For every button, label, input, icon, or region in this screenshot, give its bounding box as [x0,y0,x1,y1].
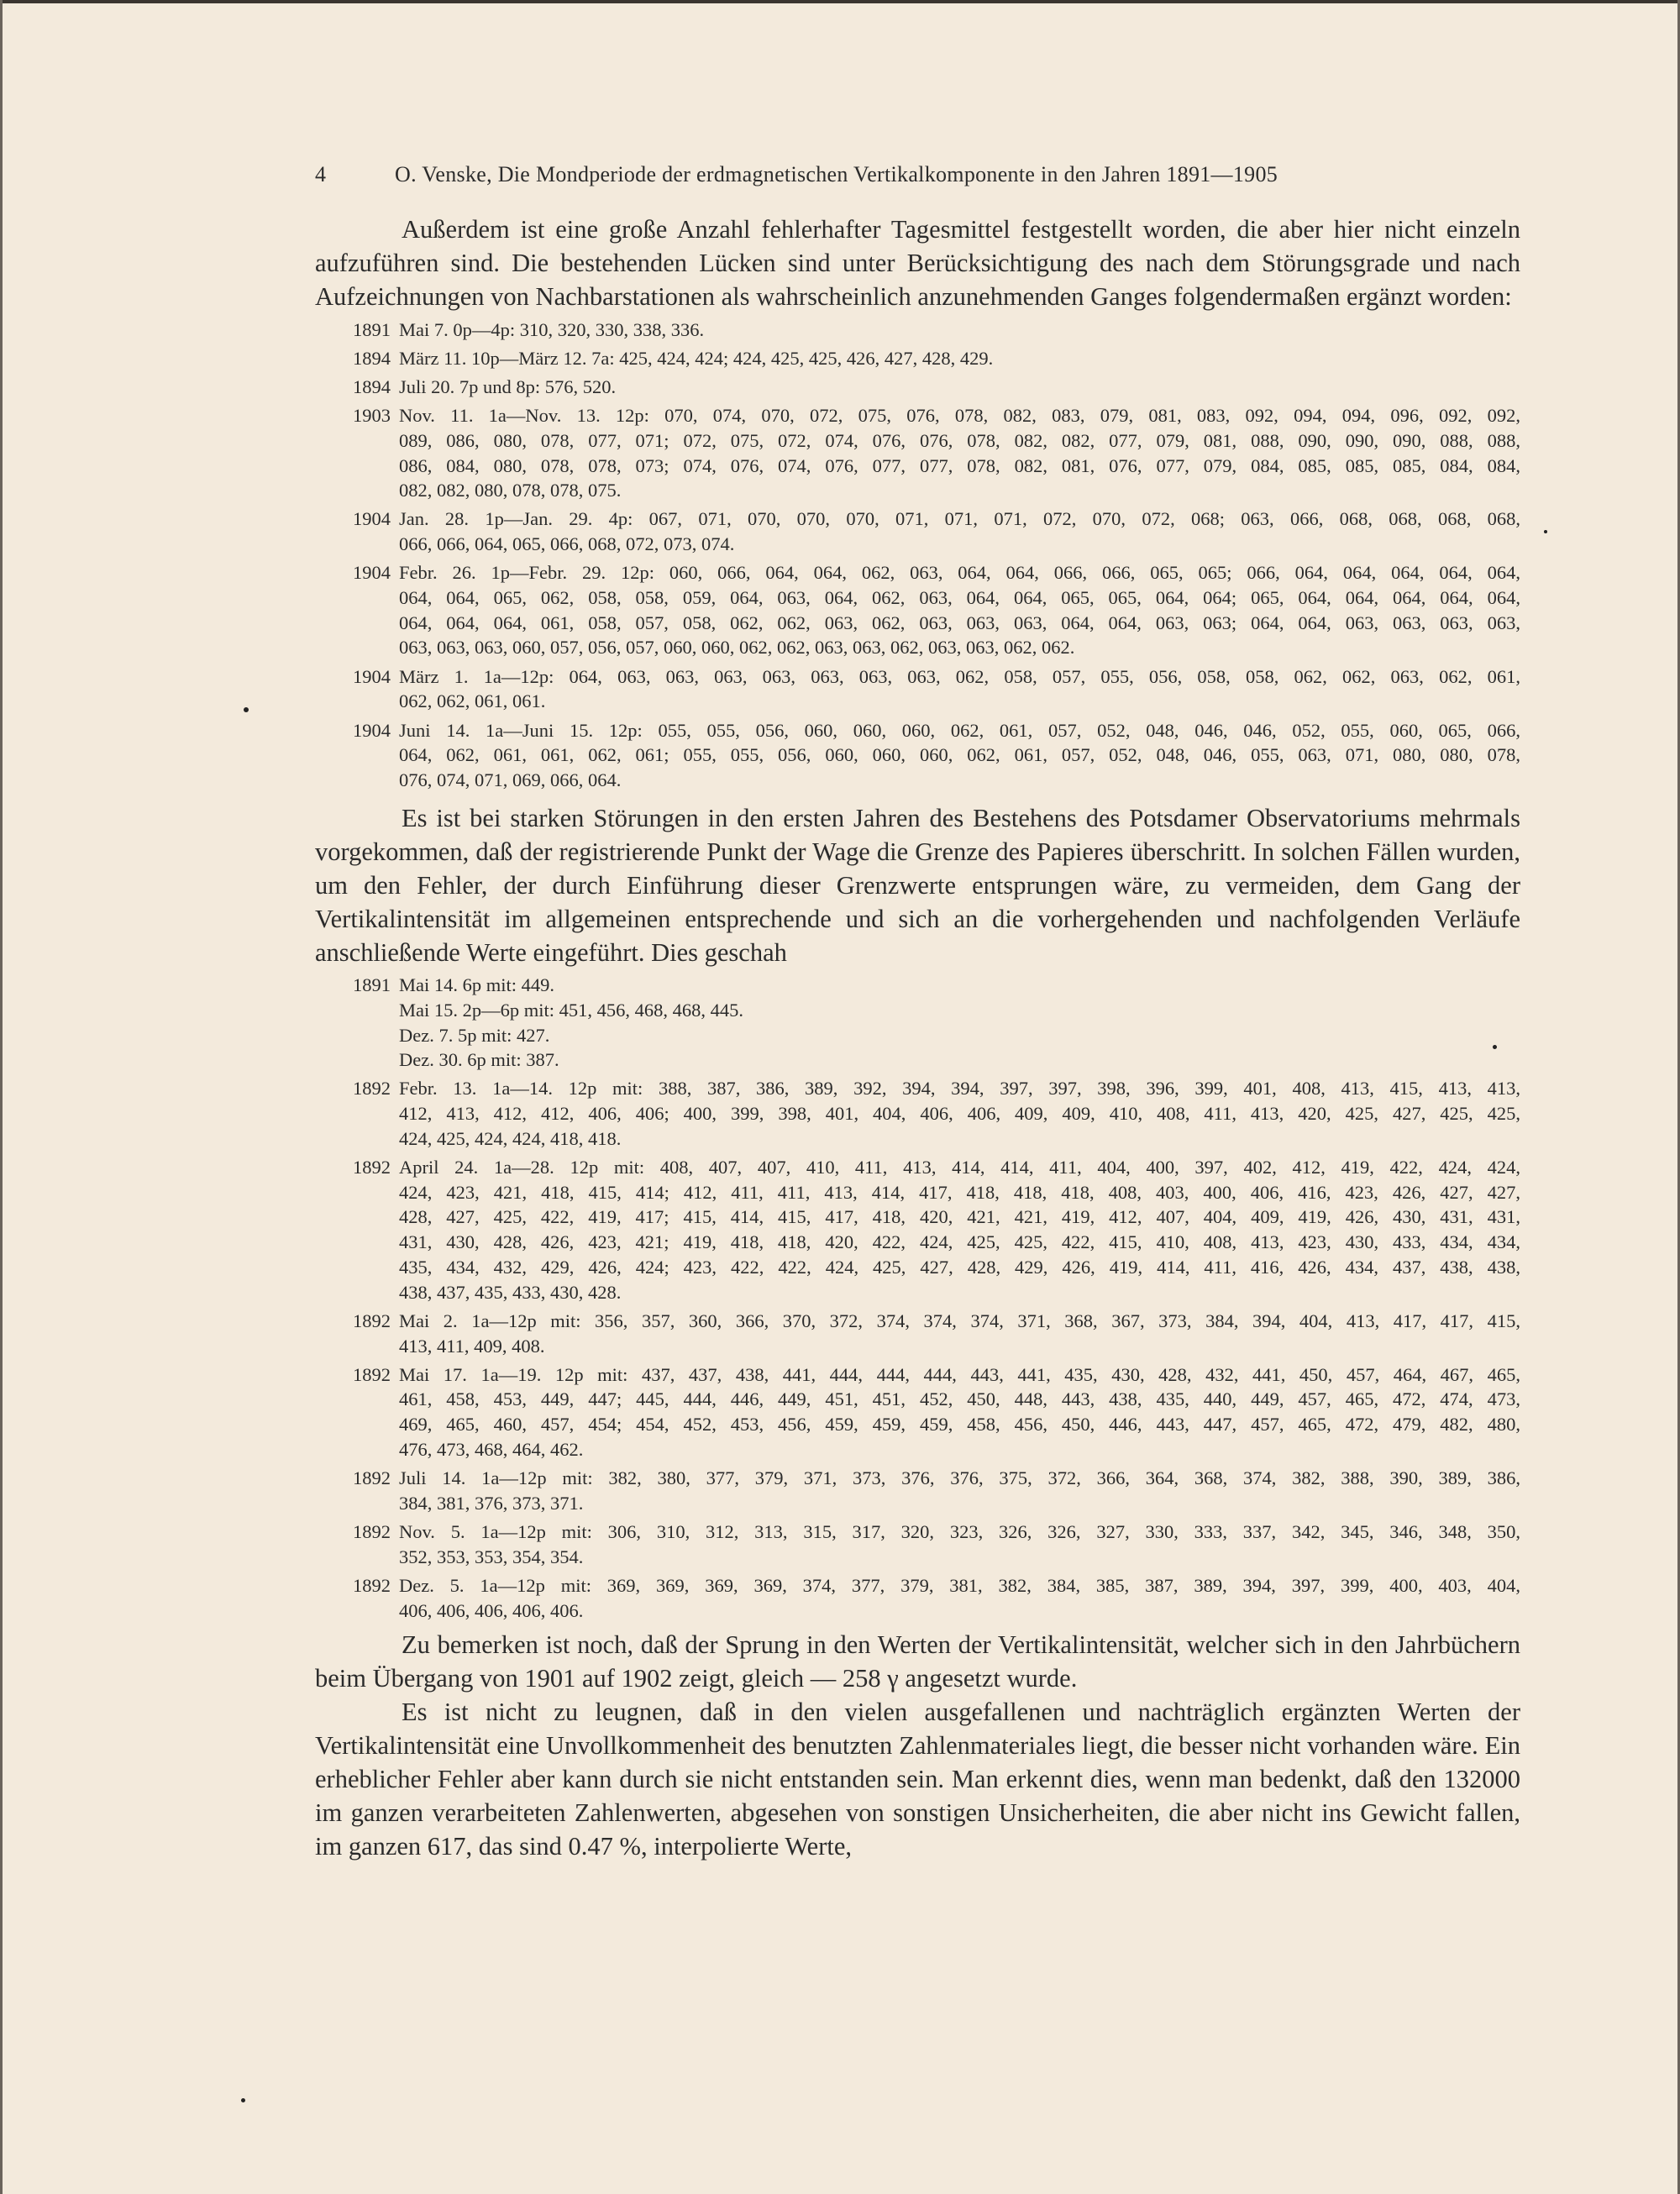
entry-year: 1904 [353,719,391,741]
entry-line: März 11. 10p—März 12. 7a: 425, 424, 424; 424, 425, 425, 426, 427, 428, 429. [399,347,994,369]
entry-values [399,375,1520,400]
entry-values [399,1573,1520,1623]
entry-line: 064, 064, 065, 062, 058, 058, 059, 064, 063, 064, 062, 063, 064, 064, 065, 065, 064, 064; 065, 064, 064, 064, 064, 064, [399,587,1520,609]
data-entry [353,560,1520,660]
running-header [315,162,1558,187]
entry-year [353,1047,399,1073]
entry-line: Dez. 5. 1a—12p mit: 369, 369, 369, 369, 374, 377, 379, 381, 382, 384, 385, 387, 389, 394, 397, 399, 400, 403, 404, [399,1574,1520,1596]
data-entry [353,346,1520,371]
entry-line: Juli 20. 7p und 8p: 576, 520. [399,375,617,397]
entry-values [399,1520,1520,1569]
entry-year: 1903 [353,405,391,427]
entry-line: April 24. 1a—28. 12p mit: 408, 407, 407, 410, 411, 413, 414, 414, 411, 404, 400, 397, 402, 412, 419, 422, 424, 424, [399,1157,1520,1178]
entry-year: 1892 [353,1157,391,1178]
data-entry [353,1309,1520,1358]
data-entry [353,998,1520,1023]
entry-line: 066, 066, 064, 065, 066, 068, 072, 073, 074. [399,533,735,555]
entry-year: 1894 [353,375,391,397]
entry-year: 1891 [353,974,391,996]
entry-line: 384, 381, 376, 373, 371. [399,1492,584,1514]
entry-line: 413, 411, 409, 408. [399,1335,545,1357]
data-entry [353,1076,1520,1151]
entry-line: 435, 434, 432, 429, 426, 424; 423, 422, 422, 424, 425, 427, 428, 429, 426, 419, 414, 411, 416, 426, 434, 437, 438, 438, [399,1256,1520,1278]
entry-line: 089, 086, 080, 078, 077, 071; 072, 075, 072, 074, 076, 076, 078, 082, 082, 077, 079, 081, 088, 090, 090, 090, 088, 088, [399,429,1520,451]
entry-line: 461, 458, 453, 449, 447; 445, 444, 446, 449, 451, 451, 452, 450, 448, 443, 438, 435, 440, 449, 457, 465, 472, 474, 473, [399,1388,1520,1410]
entry-values [399,1076,1520,1151]
entry-values [399,1362,1520,1462]
entry-values [399,507,1520,556]
data-entry [353,1520,1520,1569]
entry-values [399,403,1520,503]
entry-line: 469, 465, 460, 457, 454; 454, 452, 453, 456, 459, 459, 459, 458, 456, 450, 446, 443, 447, 457, 465, 472, 479, 482, 480, [399,1414,1520,1436]
data-entry [353,1023,1520,1048]
entry-line: Mai 17. 1a—19. 12p mit: 437, 437, 438, 441, 444, 444, 444, 443, 441, 435, 430, 428, 432, 441, 450, 457, 464, 467, 465, [399,1363,1520,1385]
entry-line: März 1. 1a—12p: 064, 063, 063, 063, 063, 063, 063, 063, 062, 058, 057, 055, 056, 058, 058, 062, 062, 063, 062, 061, [399,665,1520,687]
data-entry [353,1362,1520,1462]
paragraph-limits: Es ist bei starken Störungen in den ersten Jahren des Bestehens des Potsdamer Observatoriums mehrmals vorgekommen, daß der registrierende Punkt der Wage die Grenze des Papieres überschritt. In solchen Fällen wurden, um den Fehler, der durch Einführung dieser Grenzwerte entsprungen wäre, zu vermeiden, dem Gang der Vertikalintensität im allgemeinen entsprechende und sich an die vorhergehenden und nachfolgenden Verläufe anschließende Werte eingeführt. Dies geschah [315,803,1520,967]
entry-line: 063, 063, 063, 060, 057, 056, 057, 060, 060, 062, 062, 063, 063, 062, 063, 063, 062, 062. [399,637,1075,659]
scan-left-edge [0,0,3,2194]
data-entry [353,973,1520,998]
scan-top-edge [0,0,1680,3]
entry-values [399,1047,1520,1073]
entry-line: 476, 473, 468, 464, 462. [399,1438,584,1460]
entry-line: Mai 14. 6p mit: 449. [399,974,554,996]
entry-line: Dez. 30. 6p mit: 387. [399,1049,559,1071]
entry-values [399,1023,1520,1048]
entry-line: 062, 062, 061, 061. [399,690,546,712]
entry-year: 1891 [353,318,391,340]
replacement-list [353,973,1520,1623]
data-entry [353,403,1520,503]
entry-line: 406, 406, 406, 406, 406. [399,1599,584,1621]
entry-line: Mai 15. 2p—6p mit: 451, 456, 468, 468, 445. [399,999,743,1021]
entry-line: Juli 14. 1a—12p mit: 382, 380, 377, 379, 371, 373, 376, 376, 375, 372, 366, 364, 368, 374, 382, 388, 390, 389, 386, [399,1467,1520,1489]
entry-values [399,1155,1520,1304]
entry-values [399,718,1520,793]
entry-line: Jan. 28. 1p—Jan. 29. 4p: 067, 071, 070, 070, 070, 071, 071, 071, 072, 070, 072, 068; 063, 066, 068, 068, 068, 068, [399,508,1520,530]
entry-year: 1892 [353,1363,391,1385]
data-entry [353,507,1520,556]
entry-year: 1892 [353,1078,391,1100]
entry-values [399,1466,1520,1515]
entry-values [399,318,1520,343]
entry-line: 352, 353, 353, 354, 354. [399,1546,584,1567]
entry-line: 082, 082, 080, 078, 078, 075. [399,480,622,501]
entry-values [399,998,1520,1023]
entry-line: 076, 074, 071, 069, 066, 064. [399,769,622,790]
entry-line: 438, 437, 435, 433, 430, 428. [399,1281,622,1303]
entry-year: 1892 [353,1310,391,1331]
entry-year: 1904 [353,665,391,687]
data-entry [353,1466,1520,1515]
entry-year: 1892 [353,1467,391,1489]
entry-line: 431, 430, 428, 426, 423, 421; 419, 418, 418, 420, 422, 424, 425, 425, 422, 415, 410, 408, 413, 423, 430, 433, 434, 434, [399,1231,1520,1253]
gap-fill-list [353,318,1520,793]
scan-speck [244,707,249,712]
entry-line: 428, 427, 425, 422, 419, 417; 415, 414, 415, 417, 418, 420, 421, 421, 419, 412, 407, 404, 409, 419, 426, 430, 431, 431, [399,1206,1520,1228]
entry-line: Dez. 7. 5p mit: 427. [399,1024,550,1046]
entry-line: 064, 064, 064, 061, 058, 057, 058, 062, 062, 063, 062, 063, 063, 063, 064, 064, 063, 063; 064, 064, 063, 063, 063, 063, [399,611,1520,633]
entry-line: Nov. 5. 1a—12p mit: 306, 310, 312, 313, 315, 317, 320, 323, 326, 326, 327, 330, 333, 337, 342, 345, 346, 348, 350, [399,1520,1520,1542]
entry-line: Nov. 11. 1a—Nov. 13. 12p: 070, 074, 070, 072, 075, 076, 078, 082, 083, 079, 081, 083, 092, 094, 094, 096, 092, 092, [399,405,1520,427]
header-title: O. Venske, Die Mondperiode der erdmagnetischen Vertikalkomponente in den Jahren 1891—1905 [395,162,1278,186]
scan-speck [241,2098,245,2102]
entry-year [353,1023,399,1048]
data-entry [353,1573,1520,1623]
entry-line: 064, 062, 061, 061, 062, 061; 055, 055, 056, 060, 060, 060, 062, 061, 057, 052, 048, 046, 055, 063, 071, 080, 080, 078, [399,744,1520,766]
paragraph-assessment: Es ist nicht zu leugnen, daß in den vielen ausgefallenen und nachträglich ergänzten Werten der Vertikalintensität eine Unvollkommenheit des benutzten Zahlenmateriales liegt, die besser nicht vorhanden wäre. Ein erheblicher Fehler aber kann durch sie nicht entstanden sein. Man erkennt dies, wenn man bedenkt, daß den 132000 im ganzen verarbeiteten Zahlenwerten, abgesehen von sonstigen Unsicherheiten, die aber nicht ins Gewicht fallen, im ganzen 617, das sind 0.47 %, interpolierte Werte, [315,1698,1520,1861]
data-entry [353,318,1520,343]
data-entry [353,718,1520,793]
entry-line: 086, 084, 080, 078, 078, 073; 074, 076, 074, 076, 077, 077, 078, 082, 081, 076, 077, 079, 084, 085, 085, 085, 084, 084, [399,454,1520,476]
entry-line: 424, 423, 421, 418, 415, 414; 412, 411, 411, 413, 414, 417, 418, 418, 418, 408, 403, 400, 406, 416, 423, 426, 427, 427, [399,1181,1520,1203]
entry-line: Mai 7. 0p—4p: 310, 320, 330, 338, 336. [399,318,705,340]
paragraph-jump: Zu bemerken ist noch, daß der Sprung in den Werten der Vertikalintensität, welcher sich in den Jahrbüchern beim Übergang von 1901 auf 1902 zeigt, gleich — 258 γ angesetzt wurde. [315,1630,1520,1693]
entry-values [399,664,1520,714]
entry-line: 424, 425, 424, 424, 418, 418. [399,1127,622,1149]
paragraph-intro: Außerdem ist eine große Anzahl fehlerhafter Tagesmittel festgestellt worden, die aber hier nicht einzeln aufzuführen sind. Die bestehenden Lücken sind unter Berücksichtigung des nach dem Störungsgrade und nach Aufzeichnungen von Nachbarstationen als wahrscheinlich anzunehmenden Ganges folgendermaßen ergänzt worden: [315,215,1520,311]
entry-line: 412, 413, 412, 412, 406, 406; 400, 399, 398, 401, 404, 406, 406, 409, 409, 410, 408, 411, 413, 420, 425, 427, 425, 425, [399,1103,1520,1125]
entry-values [399,973,1520,998]
entry-values [399,1309,1520,1358]
entry-line: Mai 2. 1a—12p mit: 356, 357, 360, 366, 370, 372, 374, 374, 374, 371, 368, 367, 373, 384, 394, 404, 413, 417, 417, 415, [399,1310,1520,1331]
data-entry [353,375,1520,400]
entry-year: 1904 [353,562,391,584]
entry-line: Juni 14. 1a—Juni 15. 12p: 055, 055, 056, 060, 060, 060, 062, 061, 057, 052, 048, 046, 046, 052, 055, 060, 065, 066, [399,719,1520,741]
data-entry [353,664,1520,714]
main-text [315,213,1520,1863]
scan-speck [1544,530,1547,533]
entry-year: 1904 [353,508,391,530]
data-entry [353,1155,1520,1304]
entry-year: 1892 [353,1520,391,1542]
entry-year [353,998,399,1023]
data-entry [353,1047,1520,1073]
entry-year: 1892 [353,1574,391,1596]
entry-line: Febr. 26. 1p—Febr. 29. 12p: 060, 066, 064, 064, 062, 063, 064, 064, 066, 066, 065, 065; 066, 064, 064, 064, 064, 064, [399,562,1520,584]
page-number: 4 [315,162,327,186]
entry-values [399,346,1520,371]
entry-line: Febr. 13. 1a—14. 12p mit: 388, 387, 386, 389, 392, 394, 394, 397, 397, 398, 396, 399, 401, 408, 413, 415, 413, 413, [399,1078,1520,1100]
entry-values [399,560,1520,660]
entry-year: 1894 [353,347,391,369]
